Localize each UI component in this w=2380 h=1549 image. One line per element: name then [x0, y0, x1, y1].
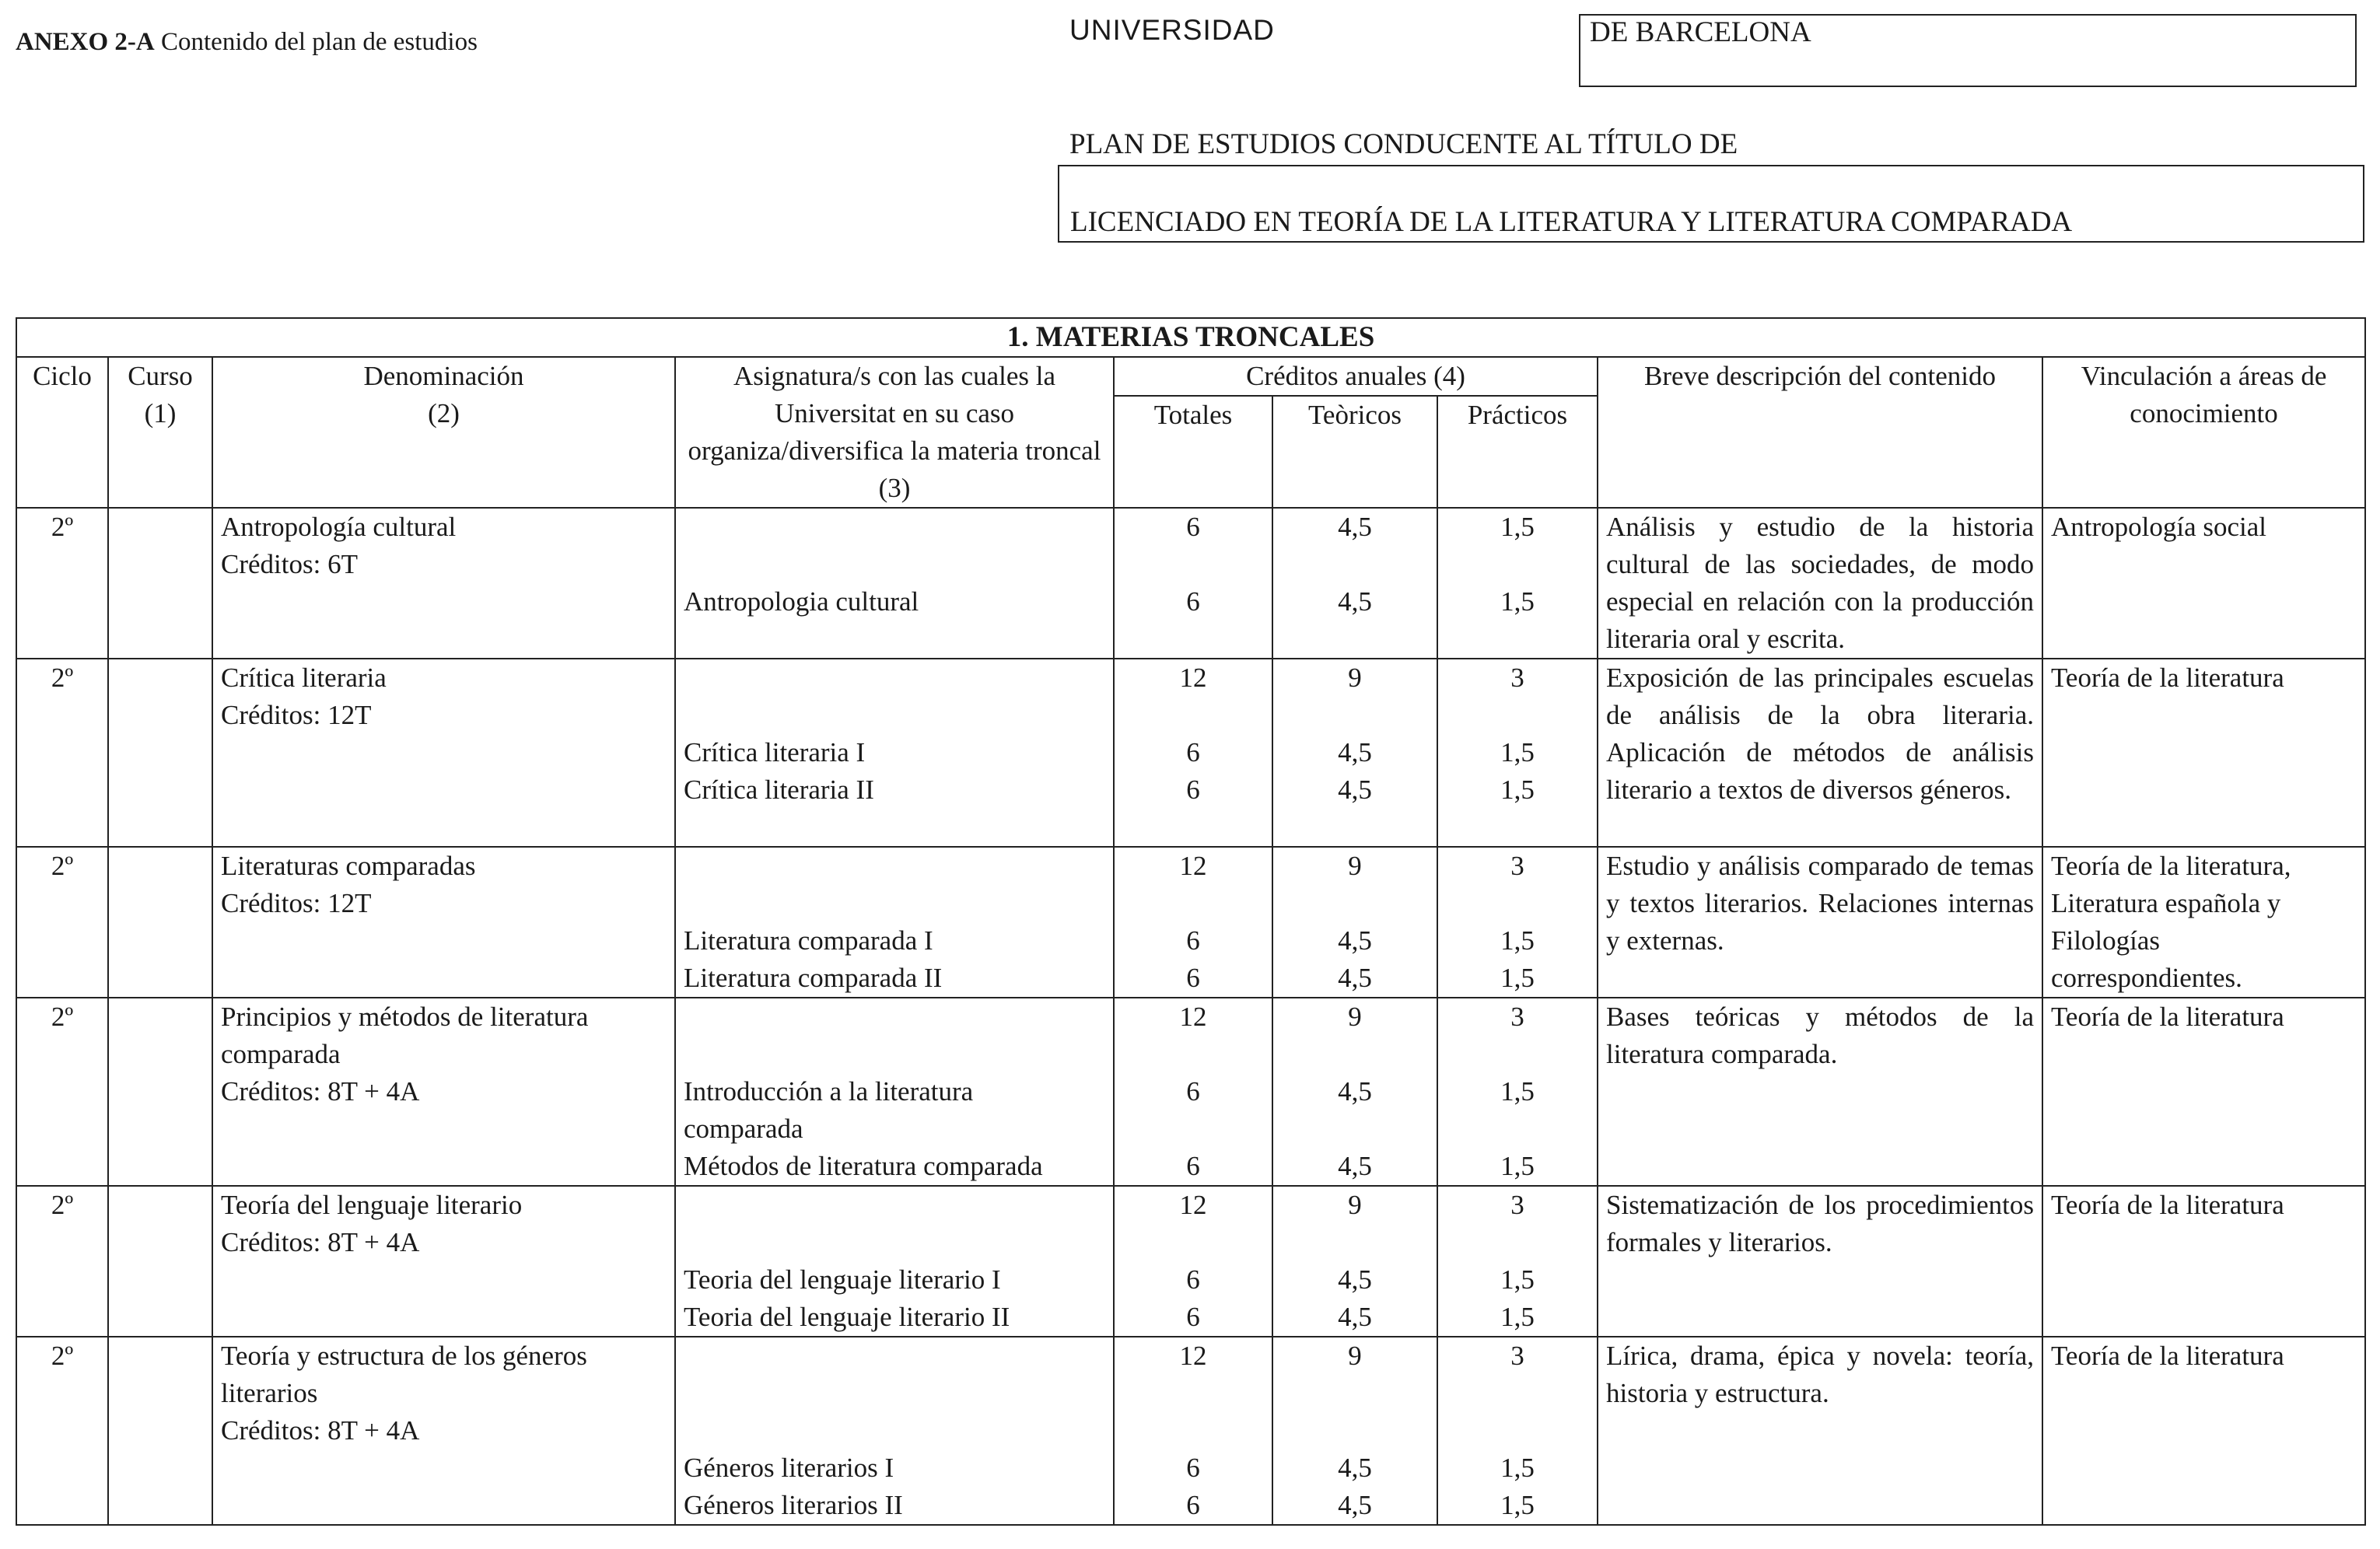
table-row — [16, 998, 2365, 1186]
totales-value: 12 — [1179, 663, 1207, 693]
teoricos-value — [1273, 1412, 1437, 1449]
practicos-value — [1438, 885, 1597, 922]
teoricos-value: 9 — [1348, 851, 1362, 881]
asignatura-line — [684, 621, 1105, 658]
asignatura-line: Literatura comparada I — [684, 925, 933, 956]
col-ciclo-header — [16, 357, 108, 508]
vinculacion-text: Antropología social — [2051, 512, 2267, 542]
teoricos-value — [1273, 1224, 1437, 1261]
teoricos-value — [1273, 697, 1437, 734]
totales-value: 6 — [1186, 1264, 1200, 1295]
asignatura-line: Teoria del lenguaje literario II — [684, 1302, 1010, 1332]
ciclo-cell — [16, 1186, 108, 1337]
practicos-value: 1,5 — [1500, 512, 1535, 542]
asignatura-line — [684, 1375, 1105, 1412]
col-asignatura-label: Asignatura/s con las cuales la Universitat en su caso organiza/diversifica la materia troncal (3) — [688, 361, 1101, 503]
descripcion-text: Exposición de las principales escuelas de análisis de la obra literaria. Aplicación de métodos de análisis literario a textos de diversos géneros. — [1606, 663, 2034, 805]
totales-value: 12 — [1179, 1341, 1207, 1371]
col-vinculacion-header — [2042, 357, 2365, 508]
totales-value: 6 — [1186, 586, 1200, 617]
totales-cell — [1114, 847, 1272, 998]
asignatura-line: Crítica literaria II — [684, 774, 874, 805]
asignatura-line: comparada — [684, 1114, 803, 1144]
practicos-value: 1,5 — [1500, 1490, 1535, 1520]
col-teoricos-label: Teòricos — [1307, 400, 1402, 430]
teoricos-value: 4,5 — [1338, 1490, 1372, 1520]
materia-name: Crítica literaria — [221, 663, 387, 693]
materia-creditos: Créditos: 8T + 4A — [221, 1415, 420, 1446]
totales-value: 6 — [1186, 737, 1200, 768]
curso-cell — [108, 998, 212, 1186]
teoricos-value — [1273, 885, 1437, 922]
practicos-value: 1,5 — [1500, 1076, 1535, 1107]
teoricos-cell — [1272, 1337, 1437, 1525]
col-practicos-label: Prácticos — [1467, 400, 1568, 430]
teoricos-value — [1273, 809, 1437, 846]
teoricos-value: 4,5 — [1338, 963, 1372, 993]
asignatura-line: Métodos de literatura comparada — [684, 1151, 1043, 1181]
totales-value: 6 — [1186, 1490, 1200, 1520]
materia-name: Teoría y estructura de los géneros literarios — [221, 1341, 587, 1408]
descripcion-cell — [1598, 1337, 2042, 1525]
col-denominacion-note: (2) — [428, 398, 460, 428]
teoricos-cell — [1272, 847, 1437, 998]
degree-title: LICENCIADO EN TEORÍA DE LA LITERATURA Y LITERATURA COMPARADA — [1070, 206, 2073, 238]
university-label: UNIVERSIDAD — [1069, 14, 1275, 46]
descripcion-text: Estudio y análisis comparado de temas y textos literarios. Relaciones internas y externas. — [1606, 851, 2034, 956]
ciclo-value: 2º — [51, 851, 74, 881]
materia-name: Literaturas comparadas — [221, 851, 476, 881]
ciclo-value: 2º — [51, 1341, 74, 1371]
totales-cell — [1114, 659, 1272, 847]
practicos-value — [1438, 1412, 1597, 1449]
asignatura-line: Literatura comparada II — [684, 963, 943, 993]
totales-value: 6 — [1186, 1076, 1200, 1107]
col-descripcion-label: Breve descripción del contenido — [1644, 361, 1996, 391]
plan-label: PLAN DE ESTUDIOS CONDUCENTE AL TÍTULO DE — [1069, 128, 1738, 160]
totales-cell — [1114, 508, 1272, 659]
teoricos-value: 9 — [1348, 1190, 1362, 1220]
ciclo-cell — [16, 659, 108, 847]
curso-cell — [108, 659, 212, 847]
col-totales-header — [1114, 396, 1272, 508]
practicos-value: 1,5 — [1500, 774, 1535, 805]
teoricos-value: 4,5 — [1338, 1076, 1372, 1107]
col-curso-label: Curso — [128, 361, 193, 391]
practicos-cell — [1437, 659, 1598, 847]
annex-label — [16, 28, 478, 57]
totales-value — [1115, 1036, 1272, 1073]
practicos-value: 3 — [1510, 1002, 1524, 1032]
vinculacion-text: Teoría de la literatura — [2051, 1341, 2284, 1371]
practicos-value — [1438, 1375, 1597, 1412]
practicos-value: 3 — [1510, 851, 1524, 881]
teoricos-value: 9 — [1348, 1002, 1362, 1032]
totales-cell — [1114, 998, 1272, 1186]
practicos-value — [1438, 546, 1597, 583]
vinculacion-cell — [2042, 659, 2365, 847]
totales-value — [1115, 809, 1272, 846]
totales-value — [1115, 697, 1272, 734]
practicos-value — [1438, 1224, 1597, 1261]
asignatura-cell — [675, 998, 1114, 1186]
materia-creditos: Créditos: 12T — [221, 700, 372, 730]
ciclo-cell — [16, 1337, 108, 1525]
teoricos-value — [1273, 1375, 1437, 1412]
curso-cell — [108, 1186, 212, 1337]
col-creditos-header — [1114, 357, 1598, 396]
ciclo-value: 2º — [51, 512, 74, 542]
asignatura-line — [684, 885, 1105, 922]
curso-cell — [108, 847, 212, 998]
descripcion-cell — [1598, 659, 2042, 847]
vinculacion-cell — [2042, 847, 2365, 998]
asignatura-cell — [675, 1337, 1114, 1525]
university-name: DE BARCELONA — [1590, 16, 1811, 48]
practicos-value — [1438, 621, 1597, 658]
descripcion-cell — [1598, 998, 2042, 1186]
descripcion-text: Análisis y estudio de la historia cultural de las sociedades, de modo especial en relación con la producción literaria oral y escrita. — [1606, 512, 2034, 654]
practicos-cell — [1437, 508, 1598, 659]
teoricos-value: 4,5 — [1338, 1151, 1372, 1181]
totales-value — [1115, 885, 1272, 922]
totales-value — [1115, 621, 1272, 658]
materia-name: Principios y métodos de literatura comparada — [221, 1002, 589, 1069]
materia-creditos: Créditos: 6T — [221, 549, 358, 579]
vinculacion-text: Teoría de la literatura — [2051, 663, 2284, 693]
descripcion-cell — [1598, 1186, 2042, 1337]
vinculacion-cell — [2042, 1186, 2365, 1337]
descripcion-text: Lírica, drama, épica y novela: teoría, historia y estructura. — [1606, 1341, 2034, 1408]
vinculacion-text: Teoría de la literatura — [2051, 1190, 2284, 1220]
totales-value: 12 — [1179, 1002, 1207, 1032]
teoricos-value — [1273, 1110, 1437, 1148]
asignatura-line — [684, 509, 1105, 546]
totales-cell — [1114, 1337, 1272, 1525]
descripcion-cell — [1598, 847, 2042, 998]
curso-cell — [108, 1337, 212, 1525]
col-ciclo-label: Ciclo — [33, 361, 92, 391]
asignatura-cell — [675, 659, 1114, 847]
vinculacion-cell — [2042, 508, 2365, 659]
table-row — [16, 1337, 2365, 1525]
section-title: 1. MATERIAS TRONCALES — [16, 318, 2365, 357]
denominacion-cell — [212, 508, 675, 659]
teoricos-value — [1273, 621, 1437, 658]
denominacion-cell — [212, 659, 675, 847]
col-practicos-header — [1437, 396, 1598, 508]
asignatura-line — [684, 809, 1105, 846]
teoricos-value: 4,5 — [1338, 512, 1372, 542]
teoricos-cell — [1272, 508, 1437, 659]
practicos-value: 1,5 — [1500, 1302, 1535, 1332]
materia-creditos: Créditos: 12T — [221, 888, 372, 918]
totales-value: 6 — [1186, 925, 1200, 956]
col-teoricos-header — [1272, 396, 1437, 508]
asignatura-line: Crítica literaria I — [684, 737, 866, 768]
table-row — [16, 847, 2365, 998]
practicos-value: 1,5 — [1500, 1264, 1535, 1295]
table-row — [16, 659, 2365, 847]
practicos-value — [1438, 1110, 1597, 1148]
ciclo-cell — [16, 847, 108, 998]
practicos-value — [1438, 1036, 1597, 1073]
teoricos-value: 4,5 — [1338, 925, 1372, 956]
teoricos-value: 4,5 — [1338, 586, 1372, 617]
asignatura-line — [684, 1224, 1105, 1261]
practicos-value: 3 — [1510, 1341, 1524, 1371]
teoricos-value — [1273, 1036, 1437, 1073]
practicos-value: 1,5 — [1500, 1453, 1535, 1483]
totales-value — [1115, 1110, 1272, 1148]
asignatura-line — [684, 1412, 1105, 1449]
totales-value: 6 — [1186, 1302, 1200, 1332]
practicos-cell — [1437, 847, 1598, 998]
asignatura-line: Géneros literarios II — [684, 1490, 903, 1520]
practicos-cell — [1437, 998, 1598, 1186]
ciclo-value: 2º — [51, 663, 74, 693]
denominacion-cell — [212, 1186, 675, 1337]
materia-name: Antropología cultural — [221, 512, 457, 542]
totales-value: 6 — [1186, 963, 1200, 993]
asignatura-line — [684, 697, 1105, 734]
col-totales-label: Totales — [1153, 400, 1233, 430]
totales-value: 6 — [1186, 512, 1200, 542]
table-body — [16, 508, 2365, 1525]
col-denominacion-header — [212, 357, 675, 508]
teoricos-cell — [1272, 659, 1437, 847]
asignatura-line — [684, 998, 1105, 1036]
practicos-value: 3 — [1510, 1190, 1524, 1220]
practicos-value: 1,5 — [1500, 925, 1535, 956]
table-row — [16, 508, 2365, 659]
asignatura-line — [684, 1337, 1105, 1375]
asignatura-line: Teoria del lenguaje literario I — [684, 1264, 1001, 1295]
teoricos-value: 9 — [1348, 663, 1362, 693]
asignatura-line: Antropologia cultural — [684, 586, 919, 617]
teoricos-value: 4,5 — [1338, 1302, 1372, 1332]
asignatura-line — [684, 546, 1105, 583]
ciclo-value: 2º — [51, 1190, 74, 1220]
annex-description: Contenido del plan de estudios — [161, 28, 478, 56]
totales-value: 12 — [1179, 851, 1207, 881]
annex-number: ANEXO 2-A — [16, 28, 155, 56]
asignatura-cell — [675, 847, 1114, 998]
practicos-value — [1438, 697, 1597, 734]
totales-cell — [1114, 1186, 1272, 1337]
totales-value: 6 — [1186, 774, 1200, 805]
practicos-value — [1438, 809, 1597, 846]
university-name-box — [1579, 14, 2357, 87]
denominacion-cell — [212, 847, 675, 998]
materia-creditos: Créditos: 8T + 4A — [221, 1076, 420, 1107]
teoricos-cell — [1272, 1186, 1437, 1337]
ciclo-cell — [16, 998, 108, 1186]
practicos-cell — [1437, 1186, 1598, 1337]
totales-value — [1115, 1412, 1272, 1449]
col-creditos-label: Créditos anuales (4) — [1246, 361, 1465, 391]
vinculacion-cell — [2042, 1337, 2365, 1525]
col-denominacion-label: Denominación — [363, 361, 524, 391]
totales-value — [1115, 1224, 1272, 1261]
asignatura-cell — [675, 508, 1114, 659]
totales-value: 6 — [1186, 1151, 1200, 1181]
col-vinculacion-label: Vinculación a áreas de conocimiento — [2081, 361, 2327, 428]
ciclo-value: 2º — [51, 1002, 74, 1032]
practicos-value: 3 — [1510, 663, 1524, 693]
asignatura-line — [684, 1187, 1105, 1224]
vinculacion-cell — [2042, 998, 2365, 1186]
totales-value: 6 — [1186, 1453, 1200, 1483]
asignatura-line: Géneros literarios I — [684, 1453, 894, 1483]
teoricos-value — [1273, 546, 1437, 583]
teoricos-value: 4,5 — [1338, 1453, 1372, 1483]
vinculacion-text: Teoría de la literatura, Literatura española y Filologías correspondientes. — [2051, 851, 2291, 993]
practicos-value: 1,5 — [1500, 737, 1535, 768]
teoricos-value: 4,5 — [1338, 774, 1372, 805]
materias-troncales-table — [16, 317, 2366, 1526]
ciclo-cell — [16, 508, 108, 659]
col-curso-header — [108, 357, 212, 508]
teoricos-value: 4,5 — [1338, 1264, 1372, 1295]
asignatura-line — [684, 848, 1105, 885]
degree-title-box — [1058, 165, 2364, 243]
descripcion-cell — [1598, 508, 2042, 659]
col-asignatura-header — [675, 357, 1114, 508]
totales-value: 12 — [1179, 1190, 1207, 1220]
asignatura-line: Introducción a la literatura — [684, 1076, 974, 1107]
totales-value — [1115, 1375, 1272, 1412]
asignatura-line — [684, 659, 1105, 697]
practicos-value: 1,5 — [1500, 1151, 1535, 1181]
totales-value — [1115, 546, 1272, 583]
teoricos-value: 4,5 — [1338, 737, 1372, 768]
vinculacion-text: Teoría de la literatura — [2051, 1002, 2284, 1032]
practicos-cell — [1437, 1337, 1598, 1525]
denominacion-cell — [212, 998, 675, 1186]
curso-cell — [108, 508, 212, 659]
col-curso-note: (1) — [144, 398, 177, 428]
teoricos-cell — [1272, 998, 1437, 1186]
descripcion-text: Bases teóricas y métodos de la literatura comparada. — [1606, 1002, 2034, 1069]
materia-name: Teoría del lenguaje literario — [221, 1190, 523, 1220]
practicos-value: 1,5 — [1500, 963, 1535, 993]
asignatura-line — [684, 1036, 1105, 1073]
teoricos-value: 9 — [1348, 1341, 1362, 1371]
asignatura-cell — [675, 1186, 1114, 1337]
col-descripcion-header — [1598, 357, 2042, 508]
descripcion-text: Sistematización de los procedimientos formales y literarios. — [1606, 1190, 2034, 1257]
practicos-value: 1,5 — [1500, 586, 1535, 617]
table-row — [16, 1186, 2365, 1337]
materia-creditos: Créditos: 8T + 4A — [221, 1227, 420, 1257]
denominacion-cell — [212, 1337, 675, 1525]
